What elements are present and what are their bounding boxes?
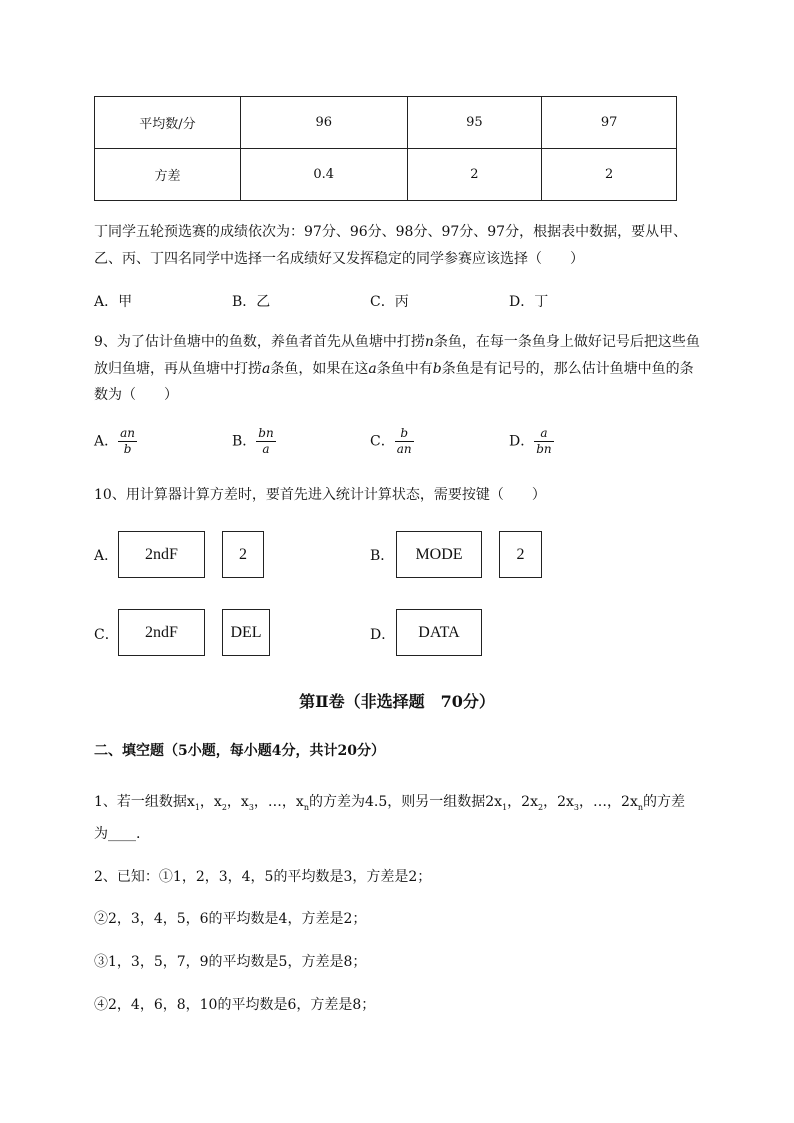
key-2ndf: 2ndF — [118, 609, 205, 656]
key-data: DATA — [396, 609, 482, 656]
q9-option-b: B． $\frac{bn}{a}$ — [232, 426, 274, 456]
q10-option-b-label: B． — [370, 548, 395, 564]
f1-line2: 为____. — [94, 826, 141, 842]
key-2: 2 — [222, 531, 264, 578]
q9-text-line2: 放归鱼塘，再从鱼塘中打捞a条鱼，如果在这a条鱼中有b条鱼是有记号的，那么估计鱼塘中鱼的条 — [94, 361, 694, 377]
q8-option-b: B．乙 — [232, 294, 271, 310]
fraction: $\frac{an}{b}$ — [120, 426, 136, 456]
fraction: $\frac{b}{an}$ — [396, 426, 412, 456]
q9-text-line1: 9、为了估计鱼塘中的鱼数，养鱼者首先从鱼塘中打捞n条鱼，在每一条鱼身上做好记号后把这些鱼 — [94, 334, 700, 350]
q8-option-a: A．甲 — [94, 294, 133, 310]
f1-line1: 1、若一组数据$x_1$，$x_2$，$x_3$，…，$x_n$的方差为4.5，则另一组数据$2x_1$，$2x_2$，$2x_3$，…，$2x_n$的方差 — [94, 794, 685, 812]
f2-line1: 2、已知：①1，2，3，4，5的平均数是3，方差是2； — [94, 869, 432, 885]
row-label: 平均数/分 — [95, 97, 241, 149]
key-2ndf: 2ndF — [118, 531, 205, 578]
q10-text: 10、用计算器计算方差时，要首先进入统计计算状态，需要按键（ ） — [94, 487, 546, 503]
score-table — [94, 96, 677, 201]
q8-text-line2: 乙、丙、丁四名同学中选择一名成绩好又发挥稳定的同学参赛应该选择（ ） — [94, 251, 584, 267]
f2-line4: ④2，4，6，8，10的平均数是6，方差是8； — [94, 997, 376, 1013]
table-row — [95, 149, 677, 201]
fraction: $\frac{bn}{a}$ — [258, 426, 274, 456]
table-row — [95, 97, 677, 149]
q9-option-c: C． $\frac{b}{an}$ — [370, 426, 412, 456]
q10-option-a-label: A． — [94, 548, 119, 564]
q9-text-line3: 数为（ ） — [94, 387, 178, 403]
f2-line3: ③1，3，5，7，9的平均数是5，方差是8； — [94, 954, 367, 970]
key-2: 2 — [499, 531, 542, 578]
q10-option-c-label: C． — [94, 627, 119, 643]
q8-option-c: C．丙 — [370, 294, 409, 310]
table-cell: 0.4 — [241, 149, 408, 201]
table-cell: 2 — [542, 149, 677, 201]
table-cell: 2 — [407, 149, 542, 201]
fraction: $\frac{a}{bn}$ — [536, 426, 552, 456]
key-mode: MODE — [396, 531, 482, 578]
q9-option-a: A． $\frac{an}{b}$ — [94, 426, 136, 456]
q8-option-d: D．丁 — [509, 294, 549, 310]
q8-text-line1: 丁同学五轮预选赛的成绩依次为：97分、96分、98分、97分、97分，根据表中数据，要从甲、 — [94, 224, 688, 240]
fill-in-heading: 二、填空题（5小题，每小题4分，共计20分） — [94, 743, 385, 759]
f2-line2: ②2，3，4，5，6的平均数是4，方差是2； — [94, 911, 367, 927]
table-cell: 97 — [542, 97, 677, 149]
section-title: 第Ⅱ卷（非选择题 70分） — [299, 692, 495, 711]
q9-option-d: D． $\frac{a}{bn}$ — [509, 426, 552, 456]
row-label: 方差 — [95, 149, 241, 201]
q10-option-d-label: D． — [370, 627, 396, 643]
key-del: DEL — [222, 609, 270, 656]
table-cell: 96 — [241, 97, 408, 149]
table-cell: 95 — [407, 97, 542, 149]
